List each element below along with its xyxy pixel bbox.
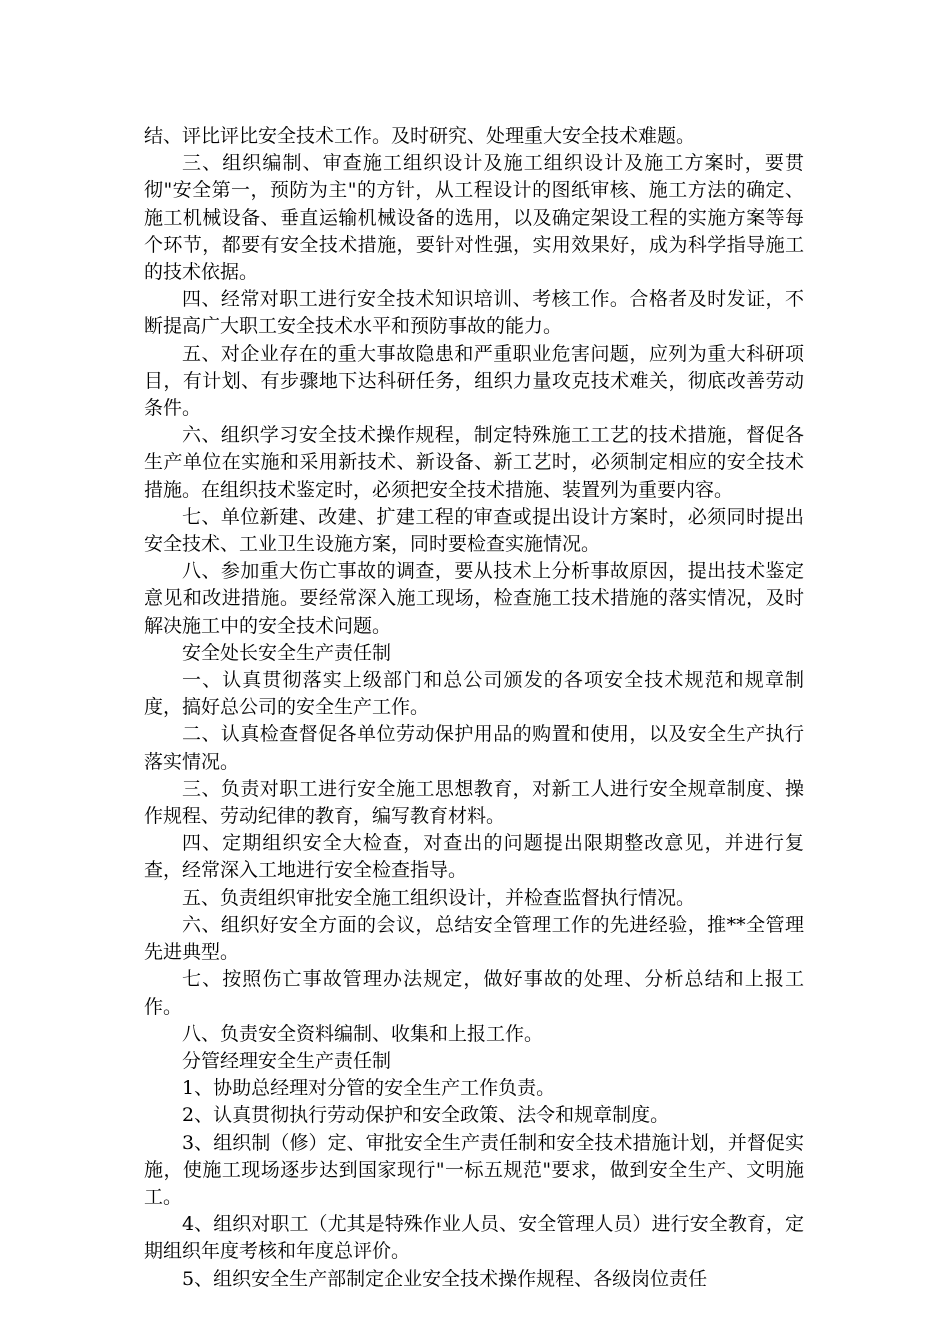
paragraph: 安全处长安全生产责任制 bbox=[182, 641, 392, 664]
document-body bbox=[144, 123, 804, 1293]
paragraph: 四、经常对职工进行安全技术知识培训、考核工作。合格者及时发证，不断提高广大职工安全技术水平和预防事故的能力。 bbox=[144, 288, 804, 338]
paragraph: 八、参加重大伤亡事故的调查，要从技术上分析事故原因，提出技术鉴定意见和改进措施。要经常深入施工现场，检查施工技术措施的落实情况，及时解决施工中的安全技术问题。 bbox=[144, 560, 804, 637]
paragraph: 六、组织学习安全技术操作规程，制定特殊施工工艺的技术措施，督促各生产单位在实施和采用新技术、新设备、新工艺时，必须制定相应的安全技术措施。在组织技术鉴定时，必须把安全技术措施、装置列为重要内容。 bbox=[144, 424, 804, 501]
paragraph: 五、对企业存在的重大事故隐患和严重职业危害问题，应列为重大科研项目，有计划、有步骤地下达科研任务，组织力量攻克技术难关，彻底改善劳动条件。 bbox=[144, 342, 804, 420]
paragraph: 一、认真贯彻落实上级部门和总公司颁发的各项安全技术规范和规章制度，搞好总公司的安全生产工作。 bbox=[144, 669, 804, 719]
paragraph: 4、组织对职工（尤其是特殊作业人员、安全管理人员）进行安全教育，定期组织年度考核和年度总评价。 bbox=[144, 1213, 804, 1263]
paragraph: 八、负责安全资料编制、收集和上报工作。 bbox=[182, 1022, 544, 1045]
paragraph: 二、认真检查督促各单位劳动保护用品的购置和使用，以及安全生产执行落实情况。 bbox=[144, 723, 804, 773]
paragraph: 七、单位新建、改建、扩建工程的审查或提出设计方案时，必须同时提出安全技术、工业卫生设施方案，同时要检查实施情况。 bbox=[144, 505, 804, 556]
paragraph: 七、按照伤亡事故管理办法规定，做好事故的处理、分析总结和上报工作。 bbox=[144, 968, 804, 1018]
paragraph: 分管经理安全生产责任制 bbox=[182, 1049, 392, 1072]
paragraph: 2、认真贯彻执行劳动保护和安全政策、法令和规章制度。 bbox=[182, 1104, 670, 1127]
paragraph: 3、组织制（修）定、审批安全生产责任制和安全技术措施计划，并督促实施，使施工现场逐步达到国家现行"一标五规范"要求，做到安全生产、文明施工。 bbox=[144, 1131, 804, 1208]
paragraph: 结、评比评比安全技术工作。及时研究、处理重大安全技术难题。 bbox=[144, 125, 696, 147]
paragraph: 5、组织安全生产部制定企业安全技术操作规程、各级岗位责任 bbox=[182, 1267, 708, 1290]
paragraph: 五、负责组织审批安全施工组织设计，并检查监督执行情况。 bbox=[182, 886, 696, 909]
paragraph: 六、组织好安全方面的会议，总结安全管理工作的先进经验，推**全管理先进典型。 bbox=[144, 913, 804, 964]
paragraph: 三、组织编制、审查施工组织设计及施工组织设计及施工方案时，要贯彻"安全第一，预防为主"的方针，从工程设计的图纸审核、施工方法的确定、施工机械设备、垂直运输机械设备的选用，以及确定架设工程的实施方案等每个环节，都要有安全技术措施，要针对性强，实用效果好，成为科学指导施工的技术依据。 bbox=[144, 152, 804, 284]
paragraph: 三、负责对职工进行安全施工思想教育，对新工人进行安全规章制度、操作规程、劳动纪律的教育，编写教育材料。 bbox=[144, 777, 804, 828]
paragraph: 1、协助总经理对分管的安全生产工作负责。 bbox=[182, 1077, 556, 1100]
paragraph: 四、定期组织安全大检查，对查出的问题提出限期整改意见，并进行复查，经常深入工地进行安全检查指导。 bbox=[144, 832, 804, 882]
